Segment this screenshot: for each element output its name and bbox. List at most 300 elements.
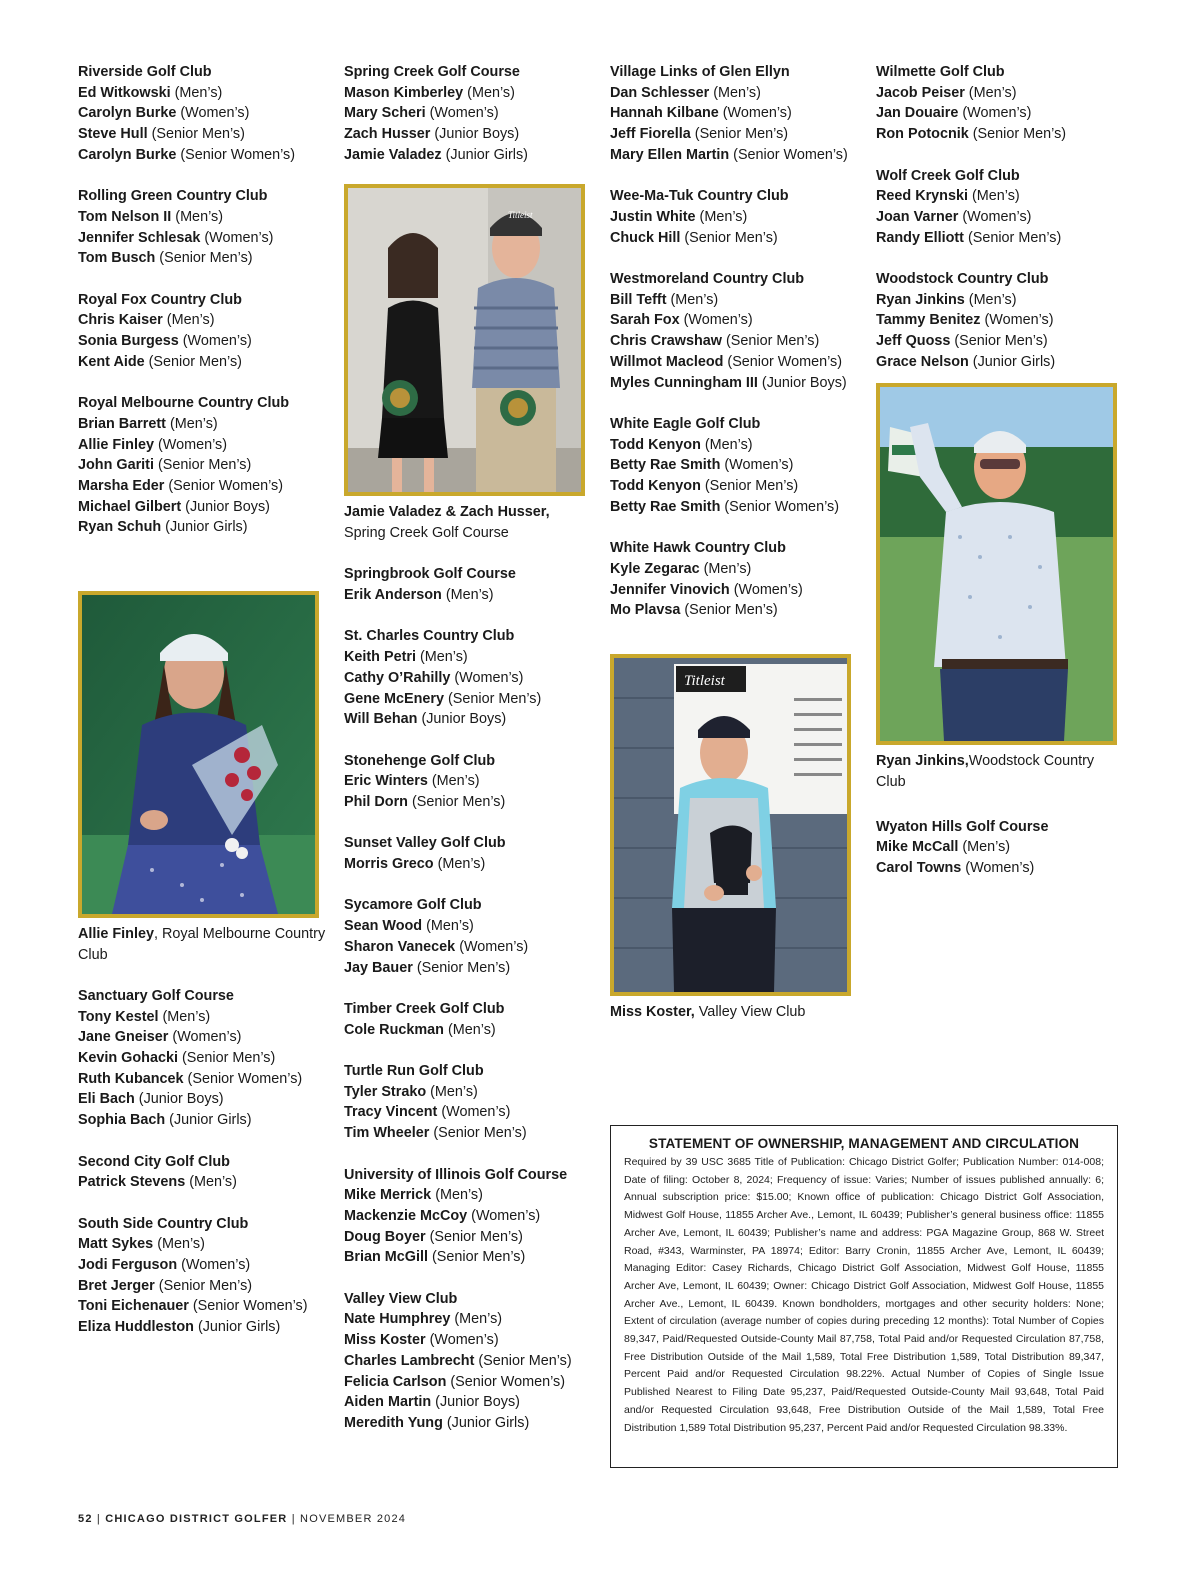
winner-division: (Senior Men’s) <box>704 478 799 495</box>
winner-division: (Junior Boys) <box>435 1394 520 1411</box>
winner-division: (Junior Boys) <box>761 374 847 391</box>
photo-ryan-jinkins <box>876 383 1117 745</box>
club-name: Woodstock Country Club <box>876 271 1049 287</box>
winner-division: (Senior Men’s) <box>972 126 1067 143</box>
winner-name: Sean Wood <box>344 918 423 935</box>
club-list-c1b <box>78 986 328 1338</box>
winner-entry <box>344 83 594 104</box>
club-block <box>876 269 1126 373</box>
club-block <box>78 290 328 373</box>
club-block <box>344 62 594 166</box>
winner-division: (Men’s) <box>447 1021 496 1038</box>
winner-name: Charles Lambrecht <box>344 1352 475 1369</box>
club-list-c4b <box>876 817 1126 879</box>
winner-name: Willmot Macleod <box>610 353 724 370</box>
winner-name: Chris Crawshaw <box>610 333 722 350</box>
winner-entry <box>610 476 860 497</box>
winner-entry <box>610 103 860 124</box>
winner-entry <box>78 455 328 476</box>
winner-name: Kevin Gohacki <box>78 1050 178 1067</box>
winner-entry <box>610 435 860 456</box>
winner-division: (Junior Girls) <box>165 519 248 536</box>
caption-miss-koster: Miss Koster, Valley View Club <box>610 1003 806 1020</box>
winner-name: Patrick Stevens <box>78 1174 186 1191</box>
winner-name: Jeff Fiorella <box>610 126 691 143</box>
club-block <box>78 393 328 538</box>
winner-name: Miss Koster <box>344 1332 426 1349</box>
winner-division: (Senior Women’s) <box>187 1070 303 1087</box>
winner-entry <box>610 455 860 476</box>
caption-spring-creek: Jamie Valadez & Zach Husser, Spring Creek Golf Course <box>344 504 550 541</box>
winner-division: (Women’s) <box>181 1257 251 1274</box>
winner-entry <box>610 124 860 145</box>
winner-division: (Senior Men’s) <box>684 229 778 246</box>
winner-name: Sonia Burgess <box>78 333 179 350</box>
club-name: Royal Fox Country Club <box>78 291 242 308</box>
winner-division: (Junior Girls) <box>197 1319 281 1336</box>
club-block <box>876 62 1126 145</box>
winner-name: Jay Bauer <box>344 959 413 976</box>
winner-name: Randy Elliott <box>876 229 964 246</box>
club-name: White Eagle Golf Club <box>610 415 761 432</box>
column-4 <box>876 62 1126 899</box>
club-list-c1a <box>78 62 328 538</box>
winner-entry <box>344 1123 594 1144</box>
winner-division: (Senior Men’s) <box>447 690 542 707</box>
winner-division: (Junior Boys) <box>421 711 507 728</box>
winner-division: (Junior Girls) <box>169 1112 252 1129</box>
winner-entry <box>78 1027 328 1048</box>
winner-division: (Men’s) <box>166 312 215 329</box>
footer-separator: | <box>96 1513 101 1525</box>
winner-entry <box>78 331 328 352</box>
winner-division: (Men’s) <box>431 773 480 790</box>
winner-entry <box>344 1227 594 1248</box>
winner-entry <box>78 83 328 104</box>
winner-name: Bill Tefft <box>610 291 667 308</box>
winner-entry <box>344 145 594 166</box>
winner-name: Ryan Jinkins <box>876 291 965 308</box>
winner-name: Chris Kaiser <box>78 312 163 329</box>
winner-entry <box>610 310 860 331</box>
winner-name: Ryan Schuh <box>78 519 162 536</box>
club-name: Wolf Creek Golf Club <box>876 167 1020 184</box>
winner-division: (Women’s) <box>429 1332 499 1349</box>
winner-entry <box>78 248 328 269</box>
winner-entry <box>78 352 328 373</box>
winner-name: Jennifer Schlesak <box>78 229 201 246</box>
winner-division: (Senior Men’s) <box>431 1249 526 1266</box>
winner-division: (Women’s) <box>172 1029 242 1046</box>
club-block <box>610 186 860 248</box>
caption-ryan-jinkins: Ryan Jinkins,Woodstock Country Club <box>876 753 1095 790</box>
winner-name: Mason Kimberley <box>344 84 464 101</box>
ryan-jinkins-photo-image <box>880 387 1113 741</box>
winner-division: (Women’s) <box>429 105 499 122</box>
winner-entry <box>344 958 594 979</box>
winner-entry <box>344 668 594 689</box>
column-2 <box>344 62 594 1454</box>
winner-name: Ed Witkowski <box>78 84 171 101</box>
winner-name: Steve Hull <box>78 126 148 143</box>
winner-entry <box>78 435 328 456</box>
winner-entry <box>344 1020 594 1041</box>
club-block <box>610 414 860 518</box>
winner-division: (Men’s) <box>962 839 1011 856</box>
club-name: Riverside Golf Club <box>78 64 212 80</box>
winner-entry <box>344 709 594 730</box>
winner-entry <box>610 83 860 104</box>
winner-name: Mo Plavsa <box>610 602 681 619</box>
winner-entry <box>876 83 1126 104</box>
winner-entry <box>876 228 1126 249</box>
winner-name: Cathy O’Rahilly <box>344 669 451 686</box>
winner-name: Sarah Fox <box>610 312 680 329</box>
winner-division: (Men’s) <box>419 649 468 666</box>
winner-division: (Senior Women’s) <box>733 146 848 163</box>
winner-name: Morris Greco <box>344 856 434 873</box>
winner-entry <box>876 186 1126 207</box>
winner-division: (Junior Boys) <box>434 126 520 143</box>
winner-division: (Senior Men’s) <box>416 959 511 976</box>
winner-entry <box>78 1172 328 1193</box>
club-block <box>876 817 1126 879</box>
winner-division: (Men’s) <box>467 84 515 101</box>
publication-name: CHICAGO DISTRICT GOLFER <box>105 1513 288 1525</box>
club-block <box>876 166 1126 249</box>
column-3 <box>610 62 860 1022</box>
club-name: Wilmette Golf Club <box>876 64 1005 80</box>
club-name: Sanctuary Golf Course <box>78 987 234 1004</box>
club-block <box>78 986 328 1131</box>
winner-division: (Women’s) <box>454 669 524 686</box>
winner-division: (Senior Men’s) <box>725 333 820 350</box>
winner-division: (Men’s) <box>699 208 748 225</box>
club-name: Sycamore Golf Club <box>344 897 482 914</box>
winner-division: (Men’s) <box>670 291 719 308</box>
winner-entry <box>344 1247 594 1268</box>
winner-name: Mary Scheri <box>344 105 426 122</box>
winner-entry <box>876 207 1126 228</box>
winner-division: (Senior Women’s) <box>724 498 839 515</box>
column-1 <box>78 62 328 1359</box>
winner-entry <box>876 290 1126 311</box>
club-block <box>344 1289 594 1434</box>
winner-name: Mary Ellen Martin <box>610 146 730 163</box>
club-name: Village Links of Glen Ellyn <box>610 64 790 80</box>
winner-entry <box>344 1392 594 1413</box>
winner-entry <box>78 414 328 435</box>
footer-separator: | <box>291 1513 296 1525</box>
winner-division: (Men’s) <box>174 84 223 101</box>
club-name: St. Charles Country Club <box>344 628 515 645</box>
winner-name: Kent Aide <box>78 353 145 370</box>
winner-name: Nate Humphrey <box>344 1311 451 1328</box>
club-name: Springbrook Golf Course <box>344 566 516 583</box>
winner-division: (Men’s) <box>157 1236 205 1253</box>
winner-name: Eli Bach <box>78 1091 135 1108</box>
winner-name: Kyle Zegarac <box>610 560 700 577</box>
winner-division: (Men’s) <box>437 856 486 873</box>
winner-entry <box>610 352 860 373</box>
winner-name: Bret Jerger <box>78 1277 155 1294</box>
winner-entry <box>876 352 1126 373</box>
winner-entry <box>344 916 594 937</box>
winner-entry <box>344 937 594 958</box>
winner-entry <box>78 124 328 145</box>
winner-division: (Men’s) <box>162 1008 211 1025</box>
winner-name: Carolyn Burke <box>78 146 177 163</box>
winner-name: Betty Rae Smith <box>610 457 721 474</box>
winner-name: Todd Kenyon <box>610 478 701 495</box>
winner-name: Keith Petri <box>344 649 416 666</box>
club-block <box>610 62 860 166</box>
club-name: Rolling Green Country Club <box>78 188 268 205</box>
winner-name: Jennifer Vinovich <box>610 581 730 598</box>
winner-entry <box>876 837 1126 858</box>
winner-entry <box>78 476 328 497</box>
winner-name: Tom Busch <box>78 250 156 267</box>
winner-name: Carol Towns <box>876 860 962 877</box>
winner-entry <box>344 585 594 606</box>
club-list-c2b <box>344 564 594 1433</box>
club-block <box>344 751 594 813</box>
winner-division: (Women’s) <box>733 581 803 598</box>
club-name: Sunset Valley Golf Club <box>344 835 506 852</box>
winner-division: (Women’s) <box>724 457 794 474</box>
board-logo-text: Titleist <box>684 672 725 689</box>
winner-name: Tim Wheeler <box>344 1125 430 1142</box>
winner-division: (Junior Girls) <box>972 353 1056 370</box>
winner-name: Will Behan <box>344 711 418 728</box>
winner-entry <box>344 1206 594 1227</box>
club-block <box>78 1214 328 1338</box>
winner-entry <box>78 1007 328 1028</box>
page-number: 52 <box>78 1513 93 1525</box>
winner-division: (Senior Women’s) <box>180 146 296 163</box>
winner-name: Todd Kenyon <box>610 436 701 453</box>
winner-name: Mackenzie McCoy <box>344 1207 468 1224</box>
winner-division: (Men’s) <box>189 1174 237 1191</box>
page-footer <box>78 1513 406 1525</box>
winner-division: (Men’s) <box>430 1083 478 1100</box>
winner-division: (Men’s) <box>454 1311 503 1328</box>
winner-division: (Senior Men’s) <box>478 1352 572 1369</box>
winner-division: (Senior Men’s) <box>684 602 778 619</box>
club-name: Valley View Club <box>344 1290 458 1307</box>
statement-of-ownership <box>610 1125 1118 1468</box>
club-list-c2a <box>344 62 594 166</box>
club-name: Wee-Ma-Tuk Country Club <box>610 188 789 205</box>
winner-name: Jan Douaire <box>876 105 959 122</box>
winner-entry <box>344 1351 594 1372</box>
winner-name: Toni Eichenauer <box>78 1298 189 1315</box>
winner-name: Eliza Huddleston <box>78 1319 194 1336</box>
statement-body: Required by 39 USC 3685 Title of Publication: Chicago District Golfer; Publication Number: 014-008; Date of filing: October 8, 2024; Frequency of issue: Varies; Number of issues published annually: 6; Annual subscription price: $15.00; Known office of publication: Chicago District Golf Association, Midwest Golf House, 11855 Archer Ave., Lemont, IL 60439; Publisher’s general business office: 11855 Archer Ave, Lemont, IL 60439; Publisher’s name and address: PGA Magazine Group, 868 W. Street Road, #343, Warminster, PA 18974; Editor: Barry Cronin, 11855 Archer Ave, Lemont, IL 60439; Managing Editor: Casey Richards, Chicago District Golf Association, Midwest Golf House, 11855 Archer Ave, Lemont, IL 60439; Owner: Chicago District Golf Association, Midwest Golf House, 11855 Archer Ave., Lemont, IL 60439. Known bondholders, mortgages and other security holders: None; Extent of circulation (average number of copies during preceding 12 months): Total Number of Copies 89,347, Paid/Requested Outside-County Mail 87,758, Total Paid and/or Requested Circulation 87,758, Free Distribution Outside of the Mail 1,589, Total Free Distribution 1,589, Total Distribution 89,347, Percent Paid and/or Requested Circulation 98.22%. Actual Number of Copies of Single Issue Published Nearest to Filing Date 95,237, Paid/Requested Outside-County Mail 93,648, Total Paid and/or Requested Circulation 93,648, Free Distribution Outside of the Mail 1,589, Total Free Distribution 1,589 Total Distribution 95,237, Percent Paid and/or Requested Circulation 98.33%. <box>624 1156 1104 1434</box>
winner-entry <box>78 1296 328 1317</box>
winner-entry <box>610 145 860 166</box>
club-block <box>344 1165 594 1269</box>
winner-division: (Men’s) <box>169 415 218 432</box>
winner-entry <box>610 559 860 580</box>
winner-name: Phil Dorn <box>344 794 408 810</box>
club-block <box>78 1152 328 1193</box>
winner-name: Jodi Ferguson <box>78 1257 178 1274</box>
winner-entry <box>78 1110 328 1131</box>
winner-name: Hannah Kilbane <box>610 105 719 122</box>
winner-name: Gene McEnery <box>344 690 444 707</box>
winner-name: John Gariti <box>78 457 154 474</box>
winner-division: (Senior Men’s) <box>411 794 506 810</box>
spring-creek-photo-image <box>348 188 581 492</box>
winner-entry <box>344 1309 594 1330</box>
winner-division: (Men’s) <box>703 560 752 577</box>
winner-division: (Men’s) <box>426 918 474 935</box>
winner-name: Eric Winters <box>344 773 428 790</box>
winner-division: (Senior Men’s) <box>181 1050 276 1067</box>
winner-name: Betty Rae Smith <box>610 498 721 515</box>
winner-division: (Women’s) <box>471 1207 541 1224</box>
winner-entry <box>78 103 328 124</box>
winner-division: (Senior Women’s) <box>727 353 843 370</box>
winner-name: Tammy Benitez <box>876 312 981 329</box>
winner-name: Jamie Valadez <box>344 146 442 163</box>
winner-entry <box>344 854 594 875</box>
winner-entry <box>344 771 594 792</box>
winner-entry <box>344 1102 594 1123</box>
winner-division: (Senior Men’s) <box>157 457 252 474</box>
winner-division: (Senior Men’s) <box>967 229 1062 246</box>
winner-entry <box>876 858 1126 879</box>
winner-entry <box>78 1317 328 1338</box>
winner-division: (Women’s) <box>157 436 228 453</box>
winner-division: (Senior Men’s) <box>954 333 1048 350</box>
winner-division: (Men’s) <box>968 291 1017 308</box>
winner-name: Allie Finley <box>78 436 154 453</box>
winner-entry <box>876 124 1126 145</box>
winner-name: Michael Gilbert <box>78 498 182 515</box>
winner-entry <box>78 1089 328 1110</box>
winner-division: (Men’s) <box>445 587 494 603</box>
winner-entry <box>78 1234 328 1255</box>
winner-name: Erik Anderson <box>344 587 442 603</box>
club-name: Timber Creek Golf Club <box>344 1000 505 1017</box>
club-name: Second City Golf Club <box>78 1153 230 1170</box>
winner-division: (Junior Boys) <box>138 1091 224 1108</box>
winner-entry <box>78 228 328 249</box>
winner-name: Sharon Vanecek <box>344 938 456 955</box>
winner-entry <box>344 1330 594 1351</box>
club-name: University of Illinois Golf Course <box>344 1166 568 1183</box>
winner-name: Chuck Hill <box>610 229 681 246</box>
winner-division: (Senior Women’s) <box>450 1373 566 1390</box>
winner-division: (Senior Men’s) <box>159 250 253 267</box>
winner-entry <box>344 1082 594 1103</box>
winner-name: Marsha Eder <box>78 478 165 495</box>
club-block <box>344 626 594 730</box>
winner-division: (Senior Men’s) <box>158 1277 253 1294</box>
winner-division: (Men’s) <box>435 1187 483 1204</box>
winner-entry <box>610 600 860 621</box>
winner-entry <box>78 207 328 228</box>
winner-entry <box>78 1048 328 1069</box>
club-block <box>344 833 594 874</box>
winner-name: Felicia Carlson <box>344 1373 447 1390</box>
winner-entry <box>78 145 328 166</box>
winner-name: Aiden Martin <box>344 1394 432 1411</box>
winner-division: (Men’s) <box>971 188 1020 205</box>
winner-division: (Senior Men’s) <box>694 126 789 143</box>
winner-division: (Senior Men’s) <box>151 126 245 143</box>
club-name: White Hawk Country Club <box>610 540 786 557</box>
winner-division: (Senior Men’s) <box>148 353 242 370</box>
photo-miss-koster <box>610 654 851 996</box>
winner-division: (Women’s) <box>984 312 1054 329</box>
winner-name: Matt Sykes <box>78 1236 154 1253</box>
club-name: Spring Creek Golf Course <box>344 64 520 80</box>
photo-allie-finley <box>78 591 319 918</box>
winner-entry <box>610 290 860 311</box>
winner-entry <box>610 373 860 394</box>
club-name: Stonehenge Golf Club <box>344 752 496 769</box>
issue-date: NOVEMBER 2024 <box>300 1513 407 1525</box>
winner-entry <box>610 497 860 518</box>
winner-entry <box>78 310 328 331</box>
winner-entry <box>344 647 594 668</box>
winner-division: (Junior Boys) <box>185 498 270 515</box>
winner-division: (Senior Men’s) <box>433 1125 527 1142</box>
winner-name: Jacob Peiser <box>876 84 965 101</box>
winner-name: Joan Varner <box>876 208 959 225</box>
winner-division: (Women’s) <box>182 333 252 350</box>
winner-name: Sophia Bach <box>78 1112 166 1129</box>
winner-division: (Women’s) <box>459 938 529 955</box>
winner-division: (Women’s) <box>204 229 274 246</box>
winner-division: (Women’s) <box>722 105 792 122</box>
winner-name: Tracy Vincent <box>344 1104 438 1121</box>
winner-entry <box>876 331 1126 352</box>
photo-spring-creek <box>344 184 585 496</box>
winner-name: Jeff Quoss <box>876 333 951 350</box>
winner-division: (Men’s) <box>175 208 223 225</box>
club-name: Westmoreland Country Club <box>610 271 805 287</box>
winner-entry <box>344 1413 594 1434</box>
statement-title: STATEMENT OF OWNERSHIP, MANAGEMENT AND CIRCULATION <box>648 1136 1080 1151</box>
winner-entry <box>344 1185 594 1206</box>
allie-finley-photo-image <box>82 595 315 914</box>
winner-entry <box>78 497 328 518</box>
club-block <box>78 62 328 166</box>
winner-name: Grace Nelson <box>876 353 969 370</box>
club-name: Royal Melbourne Country Club <box>78 395 290 412</box>
winner-name: Ron Potocnik <box>876 126 969 143</box>
caption-allie-finley: Allie Finley, Royal Melbourne Country Club <box>78 925 326 963</box>
club-list-c3a <box>610 62 860 621</box>
winner-name: Dan Schlesser <box>610 84 710 101</box>
winner-name: Reed Krynski <box>876 188 968 205</box>
winner-name: Carolyn Burke <box>78 105 177 122</box>
winner-division: (Women’s) <box>441 1104 511 1121</box>
winner-division: (Women’s) <box>180 105 250 122</box>
winner-division: (Junior Girls) <box>446 1415 530 1431</box>
winner-division: (Senior Men’s) <box>429 1228 523 1245</box>
winner-name: Myles Cunningham III <box>610 374 758 391</box>
club-block <box>344 564 594 605</box>
winner-entry <box>610 580 860 601</box>
winner-entry <box>876 103 1126 124</box>
winner-entry <box>610 228 860 249</box>
winner-division: (Men’s) <box>713 84 761 101</box>
